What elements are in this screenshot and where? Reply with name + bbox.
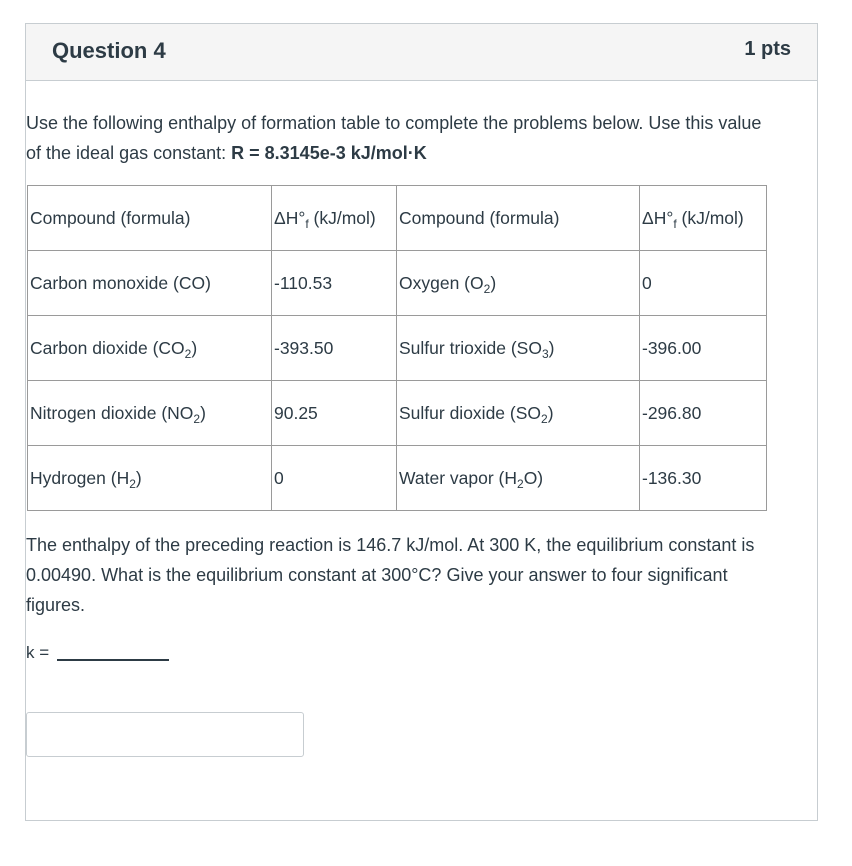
table-cell xyxy=(272,381,397,446)
table-cell xyxy=(397,316,640,381)
table-cell xyxy=(640,446,767,511)
table-cell xyxy=(272,446,397,511)
table-cell xyxy=(397,446,640,511)
table-row xyxy=(28,251,767,316)
cell-text-suffix: ) xyxy=(200,402,206,423)
cell-text: Carbon dioxide (CO xyxy=(30,337,185,358)
cell-subscript: 2 xyxy=(483,281,491,296)
cell-subscript: 2 xyxy=(541,411,548,426)
cell-text: -110.53 xyxy=(274,272,333,293)
cell-text: Compound (formula) xyxy=(399,207,560,228)
cell-text: ΔH° xyxy=(642,207,674,228)
question-points: 1 pts xyxy=(744,38,791,60)
cell-text-suffix: ) xyxy=(490,272,497,293)
cell-subscript: 3 xyxy=(541,346,549,361)
cell-text-suffix: ) xyxy=(191,337,198,358)
cell-text: 0 xyxy=(274,467,284,488)
cell-text: 0 xyxy=(642,272,652,293)
cell-text-suffix: O) xyxy=(523,467,544,488)
enthalpy-table xyxy=(27,185,767,511)
k-label: k = xyxy=(26,643,50,662)
cell-text-suffix: ) xyxy=(547,402,554,423)
cell-text: ΔH° xyxy=(274,207,306,228)
question-title: Question 4 xyxy=(52,38,166,63)
cell-subscript: 2 xyxy=(184,346,192,361)
question-header xyxy=(26,24,817,81)
table-row xyxy=(28,446,767,511)
table-header-cell xyxy=(397,186,640,251)
cell-text: 90.25 xyxy=(274,402,318,423)
cell-text: Compound (formula) xyxy=(30,207,191,228)
table-cell xyxy=(28,446,272,511)
cell-text: -136.30 xyxy=(642,467,702,488)
table-cell xyxy=(640,381,767,446)
table-cell xyxy=(28,381,272,446)
table-row xyxy=(28,316,767,381)
cell-text: Carbon monoxide (CO) xyxy=(30,272,211,293)
cell-text-suffix: ) xyxy=(548,337,555,358)
cell-text-suffix: (kJ/mol) xyxy=(308,207,376,228)
table-cell xyxy=(272,316,397,381)
table-cell xyxy=(397,251,640,316)
cell-text-suffix: ) xyxy=(135,467,142,488)
cell-text: Hydrogen (H xyxy=(30,467,130,488)
cell-subscript: f xyxy=(305,216,309,231)
table-cell xyxy=(272,251,397,316)
table-header-cell xyxy=(272,186,397,251)
cell-text: Nitrogen dioxide (NO xyxy=(30,402,194,423)
table-cell xyxy=(28,316,272,381)
table-cell xyxy=(28,251,272,316)
cell-subscript: f xyxy=(673,216,677,231)
cell-text: Sulfur trioxide (SO xyxy=(399,337,542,358)
cell-text: Water vapor (H xyxy=(399,467,517,488)
cell-text: -393.50 xyxy=(274,337,334,358)
answer-blank xyxy=(57,658,169,661)
table-header-row xyxy=(28,186,767,251)
cell-text-suffix: (kJ/mol) xyxy=(676,207,744,228)
cell-subscript: 2 xyxy=(129,476,136,491)
cell-subscript: 2 xyxy=(517,476,524,491)
table-header-cell xyxy=(28,186,272,251)
k-label-line xyxy=(26,643,169,663)
question-text: The enthalpy of the preceding reaction is 146.7 kJ/mol. At 300 K, the equilibrium constant is 0.00490. What is the equilibrium constant at 300°C? Give your answer to four significant figures. xyxy=(26,535,755,615)
gas-constant: R = 8.3145e-3 kJ/mol·K xyxy=(231,143,427,163)
cell-text: Oxygen (O xyxy=(399,272,484,293)
cell-text: -296.80 xyxy=(642,402,702,423)
table-header-cell xyxy=(640,186,767,251)
cell-text: -396.00 xyxy=(642,337,702,358)
table-cell xyxy=(397,381,640,446)
table-cell xyxy=(640,251,767,316)
cell-subscript: 2 xyxy=(193,411,201,426)
cell-text: Sulfur dioxide (SO xyxy=(399,402,542,423)
intro-text xyxy=(26,108,766,168)
table-cell xyxy=(640,316,767,381)
intro-body: Use the following enthalpy of formation table to complete the problems below. Use this value of the ideal gas constant: xyxy=(26,113,762,163)
table-row xyxy=(28,381,767,446)
answer-input[interactable] xyxy=(26,712,304,757)
